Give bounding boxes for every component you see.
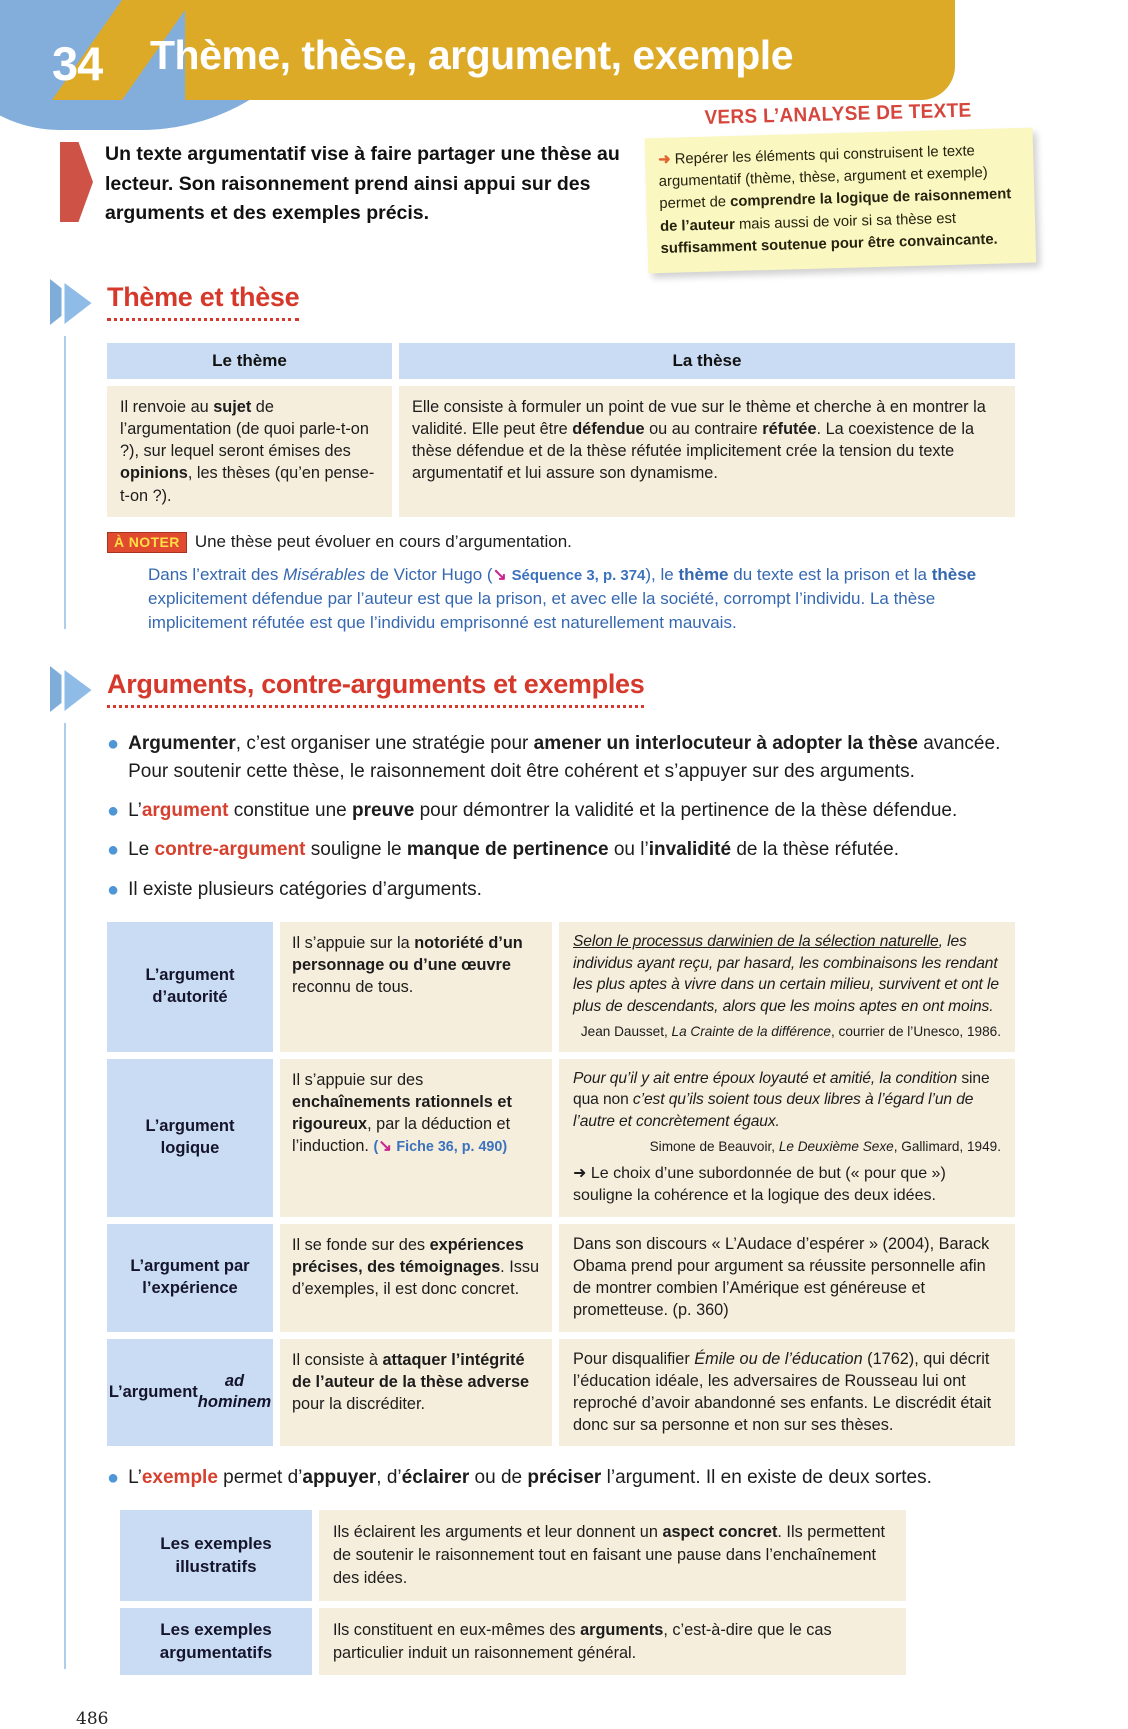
bullet-text: L’exemple permet d’appuyer, d’éclairer ou de préciser l’argument. Il en existe de deux sortes. xyxy=(128,1467,932,1489)
argument-example xyxy=(559,1059,1015,1217)
example-row-argumentatifs xyxy=(120,1608,906,1676)
bullet-item xyxy=(107,1464,1037,1492)
argument-definition: Il s’appuie sur la notoriété d’un personnage ou d’une œuvre reconnu de tous. xyxy=(280,922,552,1052)
argument-label: L’argument d’autorité xyxy=(107,922,273,1052)
quote-text: Selon le processus darwinien de la sélection naturelle, les individus ayant reçu, par hasard, les combinaisons les rendant les plus aptes à vivre dans un certain milieu, survivent et ont le plus de descendants, alors que les moins aptes en ont moins. xyxy=(573,932,999,1016)
quote-text: Pour qu’il y ait entre époux loyauté et amitié, la condition sine qua non c’est qu’ils soient tous deux libres à l’égard l’un de l’autre et concrètement égaux. xyxy=(573,1069,990,1131)
example-type-label: Les exemples illustratifs xyxy=(120,1510,312,1600)
quote-comment: ➜ Le choix d’une subordonnée de but (« pour que ») souligne la cohérence et la logique des deux idées. xyxy=(573,1165,946,1205)
table-body-row xyxy=(107,386,1015,517)
argument-label: L’argument par l’expérience xyxy=(107,1224,273,1332)
column-header-these: La thèse xyxy=(399,343,1015,379)
intro-paragraph: Un texte argumentatif vise à faire partager une thèse au lecteur. Son raisonnement prend ainsi appui sur des arguments et des exemples précis. xyxy=(105,143,620,225)
note-text: Une thèse peut évoluer en cours d’argumentation. xyxy=(194,531,572,551)
bullet-text: Il existe plusieurs catégories d’arguments. xyxy=(128,878,482,900)
cell-theme-definition: Il renvoie au sujet de l’argumentation (de quoi parle-t-on ?), sur lequel seront émises des opinions, les thèses (qu’en pense-t-on ?). xyxy=(107,386,392,517)
note-line xyxy=(107,532,1068,553)
example-row-illustratifs xyxy=(120,1510,906,1600)
analysis-note: ➜ Repérer les éléments qui construisent le texte argumentatif (thème, thèse, argument et exemple) permet de comprendre la logique de raisonnement de l’auteur mais aussi de voir si sa thèse est suffisamment soutenue pour être convaincante. xyxy=(645,128,1037,274)
section-title: Arguments, contre-arguments et exemples xyxy=(107,669,644,708)
argument-example xyxy=(559,922,1015,1052)
example-type-text: Ils constituent en eux-mêmes des arguments, c’est-à-dire que le cas particulier induit un raisonnement général. xyxy=(319,1608,906,1676)
example-text: Pour disqualifier Émile ou de l’éducation (1762), qui décrit l’éducation idéale, les adversaires de Rousseau lui ont reproché d’avoir abandonné ses enfants. Le discrédit était donc sur sa personne et non sur ses thèses. xyxy=(573,1349,992,1435)
bookmark-arrow-icon xyxy=(60,142,93,222)
a-noter-badge: À NOTER xyxy=(107,532,187,553)
theme-these-table xyxy=(107,343,1015,517)
chapter-number: 34 xyxy=(52,37,103,90)
bullet-item xyxy=(107,836,1037,864)
argument-row-ad-hominem xyxy=(107,1339,1015,1447)
bullet-item xyxy=(107,876,1037,904)
argument-example xyxy=(559,1224,1015,1332)
bullet-text: Le contre-argument souligne le manque de pertinence ou l’invalidité de la thèse réfutée. xyxy=(128,839,900,861)
analysis-box-title: VERS L’ANALYSE DE TEXTE xyxy=(704,99,972,130)
section-chevron-icon xyxy=(48,665,96,722)
section-theme-these xyxy=(0,278,1068,635)
page-header xyxy=(0,0,1128,272)
quote-attribution: Jean Dausset, La Crainte de la différence, courrier de l’Unesco, 1986. xyxy=(580,1024,1001,1040)
argument-row-experience xyxy=(107,1224,1015,1332)
cross-reference: ( xyxy=(373,1138,379,1155)
example-type-text: Ils éclairent les arguments et leur donnent un aspect concret. Ils permettent de soutenir le raisonnement tout en faisant une pause dans l’enchaînement des idées. xyxy=(319,1510,906,1600)
column-header-theme: Le thème xyxy=(107,343,392,379)
bullet-icon: ● xyxy=(107,839,120,862)
bullet-icon: ● xyxy=(107,800,120,823)
bullet-icon: ● xyxy=(107,1467,120,1490)
argument-row-autorite xyxy=(107,922,1015,1052)
argument-label: L’argument ad hominem xyxy=(107,1339,273,1447)
chapter-title: Thème, thèse, argument, exemple xyxy=(150,32,794,78)
argument-definition: Il consiste à attaquer l’intégrité de l’auteur de la thèse adverse pour la discréditer. xyxy=(280,1339,552,1447)
argument-label: L’argument logique xyxy=(107,1059,273,1217)
example-paragraph: Dans l’extrait des Misérables de Victor Hugo (↘ Séquence 3, p. 374), le thème du texte est la prison et la thèse explicitement défendue par l’auteur est que la prison, et avec elle la société, corrompt l’individu. La thèse implicitement réfutée est que l’individu emprisonné est naturellement mauvais. xyxy=(148,564,977,633)
argument-example xyxy=(559,1339,1015,1447)
argument-row-logique xyxy=(107,1059,1015,1217)
example-text: Dans son discours « L’Audace d’espérer » (2004), Barack Obama prend pour argument sa réussite personnelle afin de montrer combien l’Amérique est généreuse et prometteuse. (p. 360) xyxy=(573,1234,990,1320)
ref-arrow-icon: ↘ xyxy=(378,1136,397,1155)
page-number: 486 xyxy=(76,1709,109,1729)
bullet-text: L’argument constitue une preuve pour démontrer la validité et la pertinence de la thèse défendue. xyxy=(128,800,958,822)
section-title: Thème et thèse xyxy=(107,282,299,321)
quote-attribution: Simone de Beauvoir, Le Deuxième Sexe, Gallimard, 1949. xyxy=(649,1138,1001,1154)
argument-definition: Il s’appuie sur des enchaînements rationnels et rigoureux, par la déduction et l’induction. (↘ Fiche 36, p. 490) xyxy=(280,1059,552,1217)
bullet-item xyxy=(107,797,1037,825)
ref-arrow-icon: ↘ xyxy=(492,564,512,584)
section-vertical-line xyxy=(64,336,66,629)
analysis-box xyxy=(644,99,1036,274)
bullet-icon: ● xyxy=(107,878,120,901)
cell-these-definition: Elle consiste à formuler un point de vue sur le thème et cherche à en montrer la validité. Elle peut être défendue ou au contraire réfutée. La coexistence de la thèse défendue et de la thèse réfutée implicitement crée la tension du texte argumentatif et lui assure son dynamisme. xyxy=(399,386,1015,517)
section-chevron-icon xyxy=(48,278,96,335)
cross-reference: Fiche 36, p. 490) xyxy=(396,1138,508,1155)
section-arguments xyxy=(0,665,1068,1675)
bullet-item xyxy=(107,730,1037,786)
cross-reference: Séquence 3, p. 374 xyxy=(511,566,646,584)
bullet-text: Argumenter, c’est organiser une stratégie pour amener un interlocuteur à adopter la thèse avancée. Pour soutenir cette thèse, le raisonnement doit être cohérent et s’appuyer sur des arguments. xyxy=(128,733,1001,783)
argument-types-table xyxy=(107,922,1015,1447)
example-types-table xyxy=(120,1510,906,1675)
example-type-label: Les exemples argumentatifs xyxy=(120,1608,312,1676)
bullet-icon: ● xyxy=(107,733,120,756)
table-header-row xyxy=(107,343,1015,379)
argument-definition: Il se fonde sur des expériences précises, des témoignages. Issu d’exemples, il est donc concret. xyxy=(280,1224,552,1332)
section-vertical-line xyxy=(64,723,66,1669)
